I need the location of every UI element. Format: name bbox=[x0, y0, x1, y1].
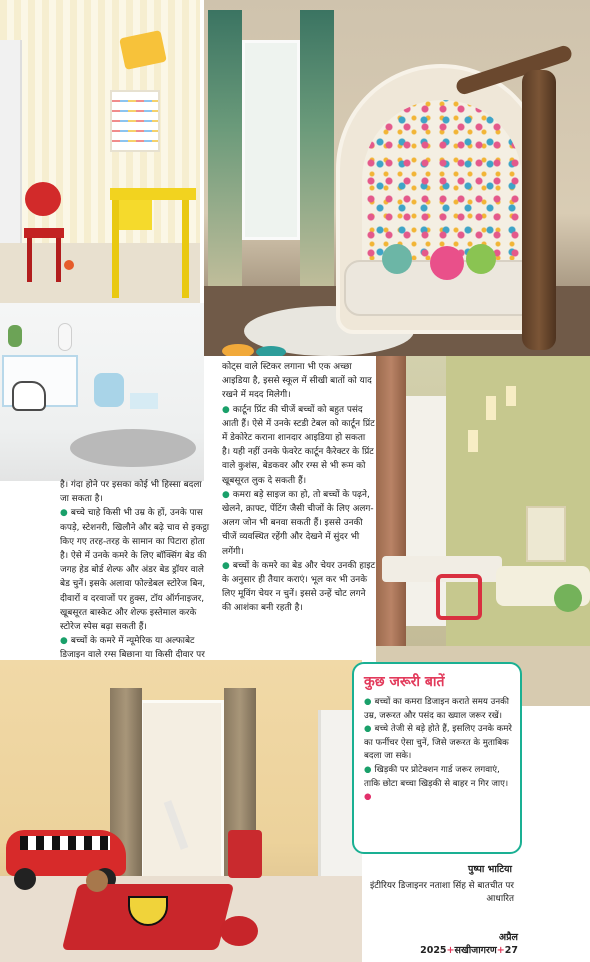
pendant-lamp bbox=[468, 430, 478, 452]
ladybug-toy bbox=[220, 916, 258, 946]
checkered-bedding bbox=[20, 836, 110, 850]
red-chair-leg bbox=[56, 238, 61, 282]
red-chair bbox=[228, 830, 262, 878]
tree-trunk bbox=[522, 70, 556, 350]
reading-nook-photo bbox=[204, 0, 590, 356]
magazine-name: सखी bbox=[454, 945, 472, 956]
issue-date: अप्रैल 2025 bbox=[420, 932, 518, 956]
bullet-icon: ● bbox=[222, 560, 233, 571]
author-credit: इंटीरियर डिजाइनर नताशा सिंह से बातचीत पर आधारित bbox=[369, 881, 514, 904]
cushion bbox=[466, 244, 496, 274]
tips-box-title: कुछ जरूरी बातें bbox=[364, 674, 445, 690]
pendant-lamp bbox=[486, 396, 496, 420]
curtain bbox=[376, 356, 406, 656]
page-number: 27 bbox=[504, 945, 518, 956]
race-car-bedroom-photo bbox=[0, 660, 362, 962]
bullet-paragraph: ● बच्चों के कमरे में न्यूमेरिक या अल्फाबेट डिजाइन वाले रग्स बिछाना या किसी दीवार पर bbox=[60, 636, 205, 661]
yellow-desk-leg bbox=[112, 200, 119, 298]
cushion bbox=[382, 244, 412, 274]
pendant-lamp bbox=[506, 386, 516, 406]
wall-shelf bbox=[526, 506, 566, 562]
curtain bbox=[208, 10, 242, 300]
bullet-icon: ● bbox=[364, 724, 375, 735]
bullet-icon: ● bbox=[364, 697, 375, 707]
bullet-icon: ● bbox=[60, 508, 71, 519]
side-table bbox=[130, 393, 158, 409]
paragraph: है। गंदा होने पर इसका कोई भी हिस्सा बदला जा सकता है। bbox=[60, 480, 202, 505]
toy-ball bbox=[64, 260, 74, 270]
cushion bbox=[430, 246, 464, 280]
article-column-2 bbox=[222, 360, 376, 616]
bullet-icon: ● bbox=[222, 404, 233, 415]
article-column-1 bbox=[60, 478, 210, 663]
bullet-icon: ● bbox=[222, 489, 233, 500]
exercise-ball bbox=[554, 584, 582, 612]
bullet-paragraph: ● बच्चे चाहे किसी भी उम्र के हों, उनके पास कपड़े, स्टेशनरी, खिलौने और बढ़े चाव से इकट्ठा किए गए तरह-तरह के सामान का पिटारा होता है। ऐसे में उनके कमरे के लिए बॉक्सिंग बेड की जगह हेड बोर्ड शेल्फ और अंडर बेड ड्रॉयर वाले बेड चुनें। इसके अलावा फोल्डेबल स्टोरेज बिन, दीवारों व दरवाजों पर हुक्स, टॉय ऑर्गनाइजर, खूबसूरत बास्केट और शेल्फ इस्तेमाल करके स्टोरेज स्पेस बढ़ा सकती हैं। bbox=[60, 508, 210, 633]
tip-item: ● खिड़की पर प्रोटेक्शन गार्ड जरूर लगवाएं, ताकि छोटा बच्चा खिड़की से बाहर न गिर जाए। ● bbox=[364, 764, 509, 803]
white-room-photo bbox=[0, 303, 204, 481]
tip-item: ● बच्चे तेजी से बड़े होते हैं, इसलिए उनके कमरे का फर्नीचर ऐसा चुनें, जिसे जरूरत के मुताबिक बदला जा सके। bbox=[364, 724, 512, 762]
tip-item: ● बच्चों का कमरा डिजाइन कराते समय उनकी उम्र, जरूरत और पसंद का ख्याल जरूर रखें। bbox=[364, 697, 509, 721]
toy-bunny bbox=[58, 323, 72, 351]
curtain bbox=[300, 10, 334, 300]
nursery-photo-yellow-desk bbox=[0, 0, 200, 303]
end-mark-icon: ● bbox=[364, 792, 372, 803]
tips-box-list bbox=[364, 696, 512, 805]
bullet-paragraph: ● कमरा बड़े साइज का हो, तो बच्चों के पढ़ने, खेलने, क्राफ्ट, पेंटिंग जैसी चीजों के लिए अलग-अलग जोन भी बनवा सकती हैं। इससे उनकी चीजें व्यवस्थित रहेंगी और देखने में सुंदर भी लगेंगी। bbox=[222, 489, 374, 557]
paper-kite-decor bbox=[119, 30, 167, 70]
rocking-horse bbox=[12, 381, 46, 411]
red-chair bbox=[25, 182, 61, 216]
publisher-name: जागरण bbox=[471, 945, 497, 956]
red-chair-leg bbox=[27, 238, 32, 282]
grey-round-rug bbox=[70, 429, 196, 467]
pouf bbox=[256, 346, 286, 356]
potted-plant bbox=[8, 325, 22, 347]
bullet-icon: ● bbox=[364, 764, 375, 775]
car-wheel bbox=[14, 868, 36, 890]
blue-armchair bbox=[94, 373, 124, 407]
red-chair-seat bbox=[24, 228, 64, 238]
alphabet-poster bbox=[110, 90, 160, 152]
yellow-desk bbox=[110, 188, 196, 200]
tips-box bbox=[352, 662, 522, 854]
bullet-paragraph: ● बच्चों के कमरे का बेड और चेयर उनकी हाइट के अनुसार ही तैयार कराएं। भूल कर भी उनके लिए मूविंग चेयर न चुनें। इससे उन्हें चोट लगने की आशंका बनी रहती है। bbox=[222, 560, 376, 614]
plus-separator-icon: + bbox=[496, 945, 505, 956]
page-footer bbox=[400, 930, 518, 956]
author-name: पुष्पा भाटिया bbox=[468, 864, 512, 875]
bullet-paragraph: ● कार्टून प्रिंट की चीजें बच्चों को बहुत पसंद आती हैं। ऐसे में उनके स्टडी टेबल को कार्टून प्रिंट में डेकोरेट कराना शानदार आइडिया हो सकता है। यही नहीं उनके फेवरेट कार्टून कैरेक्टर के प्रिंट वाले कुशंस, बेडकवर और रग्स से भी रूम को खूबसूरत लुक दे सकती हैं। bbox=[222, 404, 375, 486]
plus-separator-icon: + bbox=[446, 945, 455, 956]
bullet-icon: ● bbox=[60, 636, 71, 647]
green-room-photo bbox=[376, 356, 590, 706]
window bbox=[140, 700, 224, 900]
paragraph: कोट्स वाले स्टिकर लगाना भी एक अच्छा आइडिया है, इससे स्कूल में सीखी बातों को याद रखने में मदद मिलेगी। bbox=[222, 362, 372, 401]
red-chair bbox=[436, 574, 482, 620]
yellow-desk-leg bbox=[182, 200, 189, 298]
teddy-bear bbox=[86, 870, 108, 892]
wall-shelf bbox=[0, 40, 22, 270]
window bbox=[242, 40, 300, 240]
pouf bbox=[222, 344, 254, 356]
